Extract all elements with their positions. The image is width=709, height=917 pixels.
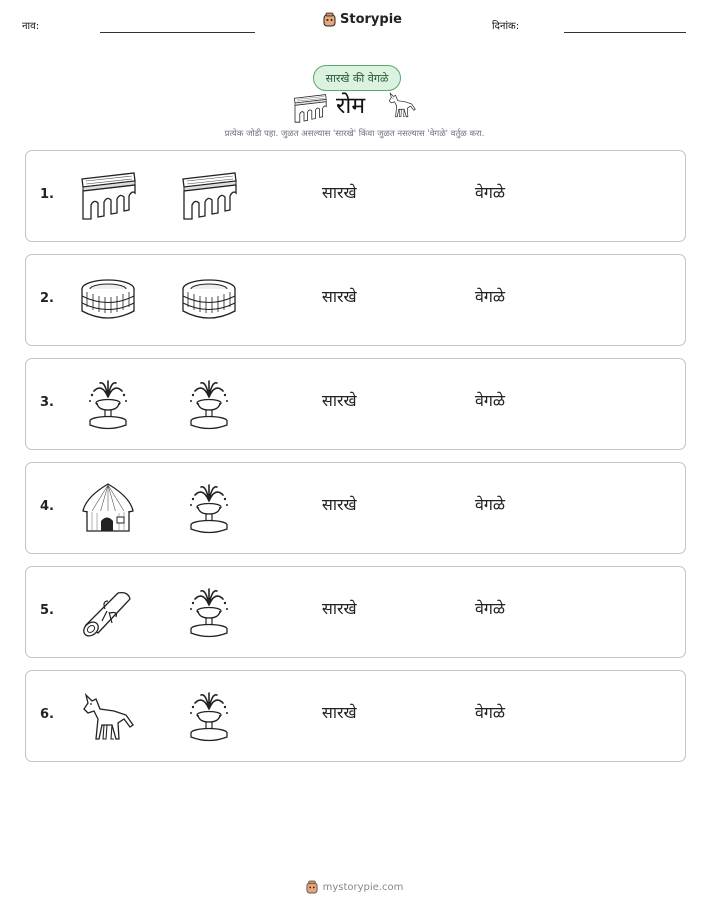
fountain-icon xyxy=(179,377,239,433)
question-row xyxy=(25,358,686,450)
same-option[interactable]: सारखे xyxy=(322,183,357,202)
different-option[interactable]: वेगळे xyxy=(475,703,506,722)
date-label: दिनांक: xyxy=(492,21,520,32)
question-row xyxy=(25,254,686,346)
question-number: 1. xyxy=(40,187,54,202)
different-option[interactable]: वेगळे xyxy=(475,287,506,306)
footer xyxy=(0,880,709,894)
name-label: नाव: xyxy=(22,21,40,32)
instructions: प्रत्येक जोडी पहा. जुळत असल्यास 'सारखे' किंवा जुळत नसल्यास 'वेगळे' वर्तुळ करा. xyxy=(224,129,485,139)
same-option[interactable]: सारखे xyxy=(322,287,357,306)
colosseum-icon xyxy=(78,273,138,329)
worksheet-header xyxy=(0,0,709,40)
different-option[interactable]: वेगळे xyxy=(475,495,506,514)
same-option[interactable]: सारखे xyxy=(322,495,357,514)
fountain-icon xyxy=(179,689,239,745)
question-number: 3. xyxy=(40,395,54,410)
fountain-icon xyxy=(78,377,138,433)
question-row xyxy=(25,670,686,762)
question-row xyxy=(25,150,686,242)
wolf-icon xyxy=(78,689,138,745)
question-number: 5. xyxy=(40,603,54,618)
different-option[interactable]: वेगळे xyxy=(475,599,506,618)
colosseum-icon xyxy=(179,273,239,329)
storypie-logo-icon xyxy=(323,12,336,27)
hut-icon xyxy=(78,481,138,537)
page-title: रोम xyxy=(336,93,366,119)
same-option[interactable]: सारखे xyxy=(322,599,357,618)
brand-logo xyxy=(323,12,402,27)
scroll-icon xyxy=(78,585,138,641)
same-option[interactable]: सारखे xyxy=(322,391,357,410)
question-row xyxy=(25,566,686,658)
worksheet-tag: सारखे की वेगळे xyxy=(313,65,401,91)
question-number: 4. xyxy=(40,499,54,514)
brand-name: Storypie xyxy=(340,12,402,27)
fountain-icon xyxy=(179,481,239,537)
same-option[interactable]: सारखे xyxy=(322,703,357,722)
different-option[interactable]: वेगळे xyxy=(475,183,506,202)
different-option[interactable]: वेगळे xyxy=(475,391,506,410)
fountain-icon xyxy=(179,585,239,641)
question-number: 6. xyxy=(40,707,54,722)
date-line[interactable] xyxy=(564,32,686,33)
name-line[interactable] xyxy=(100,32,255,33)
wolf-icon xyxy=(386,88,418,122)
aqueduct-icon xyxy=(179,169,239,225)
question-row xyxy=(25,462,686,554)
question-number: 2. xyxy=(40,291,54,306)
aqueduct-icon xyxy=(292,92,328,126)
aqueduct-icon xyxy=(78,169,138,225)
storypie-logo-icon xyxy=(306,880,318,894)
footer-url: mystorypie.com xyxy=(322,881,404,893)
